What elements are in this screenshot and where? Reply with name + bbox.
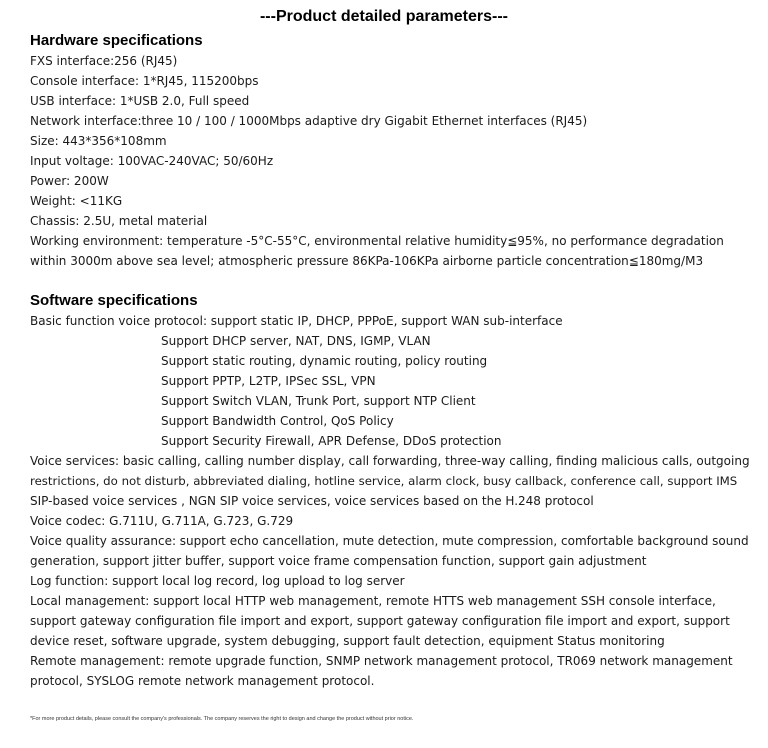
spec-line-local-mgmt-cont2: device reset, software upgrade, system debugging, support fault detection, equipment Status monitoring xyxy=(30,634,665,648)
spec-line-vlan: Support Switch VLAN, Trunk Port, support NTP Client xyxy=(161,394,476,408)
hardware-heading: Hardware specifications xyxy=(30,32,203,49)
spec-line-firewall: Support Security Firewall, APR Defense, DDoS protection xyxy=(161,434,502,448)
spec-line-quality: Voice quality assurance: support echo cancellation, mute detection, mute compression, comfortable background sound xyxy=(30,534,749,548)
spec-line-voice-services-cont2: SIP-based voice services , NGN SIP voice services, voice services based on the H.248 protocol xyxy=(30,494,594,508)
spec-line-qos: Support Bandwidth Control, QoS Policy xyxy=(161,414,394,428)
spec-line-dhcp: Support DHCP server, NAT, DNS, IGMP, VLAN xyxy=(161,334,431,348)
software-heading: Software specifications xyxy=(30,292,198,309)
spec-line-codec: Voice codec: G.711U, G.711A, G.723, G.729 xyxy=(30,514,294,528)
spec-line-log: Log function: support local log record, log upload to log server xyxy=(30,574,405,588)
spec-line-environment-cont: within 3000m above sea level; atmospheric pressure 86KPa-106KPa airborne particle concentration≦180mg/M3 xyxy=(30,254,704,268)
spec-line-basic-function: Basic function voice protocol: support static IP, DHCP, PPPoE, support WAN sub-interface xyxy=(30,314,563,328)
spec-line-routing: Support static routing, dynamic routing, policy routing xyxy=(161,354,488,368)
spec-line-network: Network interface:three 10 / 100 / 1000Mbps adaptive dry Gigabit Ethernet interfaces (RJ45) xyxy=(30,114,588,128)
spec-line-weight: Weight: <11KG xyxy=(30,194,123,208)
spec-line-power: Power: 200W xyxy=(30,174,109,188)
page-title: ---Product detailed parameters--- xyxy=(259,8,509,25)
spec-line-voice-services: Voice services: basic calling, calling number display, call forwarding, three-way calling, finding malicious calls, outgoing xyxy=(30,454,750,468)
spec-line-local-mgmt: Local management: support local HTTP web management, remote HTTS web management SSH console interface, xyxy=(30,594,716,608)
spec-line-console: Console interface: 1*RJ45, 115200bps xyxy=(30,74,259,88)
spec-line-environment: Working environment: temperature -5°C-55°C, environmental relative humidity≦95%, no performance degradation xyxy=(30,234,724,248)
spec-line-voltage: Input voltage: 100VAC-240VAC; 50/60Hz xyxy=(30,154,274,168)
spec-line-usb: USB interface: 1*USB 2.0, Full speed xyxy=(30,94,250,108)
spec-line-remote-mgmt-cont: protocol, SYSLOG remote network management protocol. xyxy=(30,674,375,688)
spec-line-fxs: FXS interface:256 (RJ45) xyxy=(30,54,178,68)
footnote: *For more product details, please consult the company's professionals. The company reserves the right to design and change the product without prior notice. xyxy=(30,716,414,722)
spec-line-vpn: Support PPTP, L2TP, IPSec SSL, VPN xyxy=(161,374,376,388)
spec-line-chassis: Chassis: 2.5U, metal material xyxy=(30,214,208,228)
spec-line-quality-cont: generation, support jitter buffer, support voice frame compensation function, support gain adjustment xyxy=(30,554,647,568)
hardware-spec-list xyxy=(30,51,750,271)
spec-line-local-mgmt-cont: support gateway configuration file import and export, support gateway configuration file import and export, support xyxy=(30,614,730,628)
software-spec-list xyxy=(30,311,750,691)
spec-line-remote-mgmt: Remote management: remote upgrade function, SNMP network management protocol, TR069 network management xyxy=(30,654,733,668)
spec-line-voice-services-cont: restrictions, do not disturb, abbreviated dialing, hotline service, alarm clock, busy callback, conference call, support IMS xyxy=(30,474,738,488)
spec-line-size: Size: 443*356*108mm xyxy=(30,134,167,148)
